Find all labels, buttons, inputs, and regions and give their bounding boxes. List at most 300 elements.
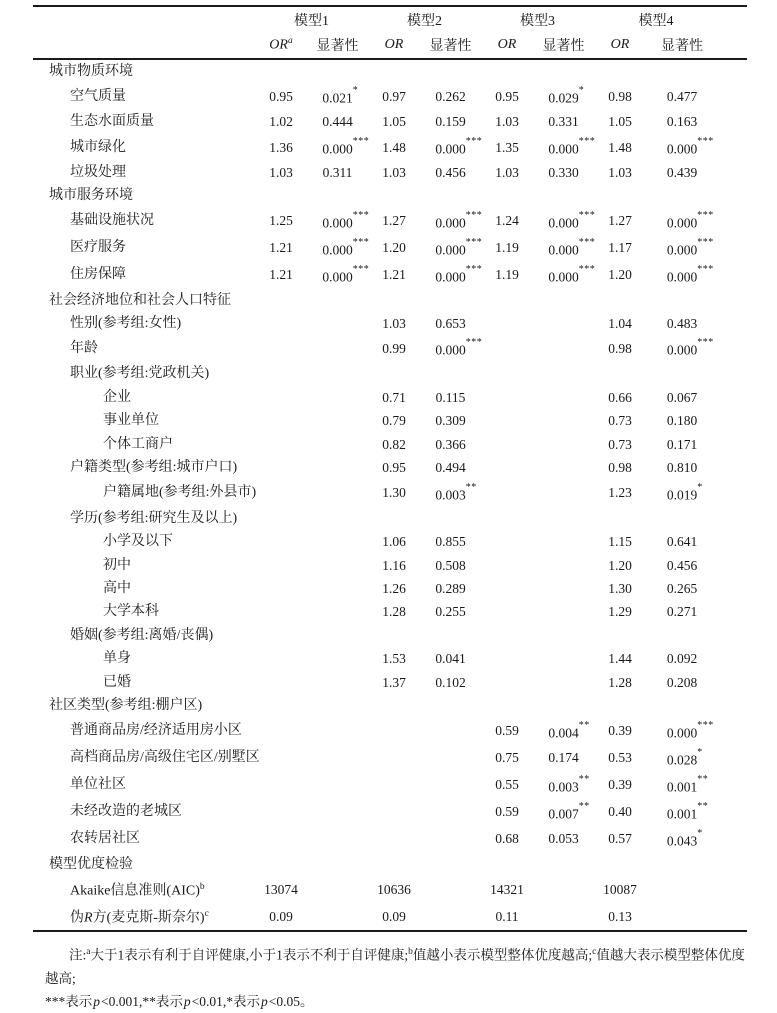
or-value: 1.48 bbox=[382, 139, 406, 155]
sig-value bbox=[646, 289, 718, 312]
or-value bbox=[594, 853, 646, 876]
or-value bbox=[368, 772, 420, 799]
sig-value bbox=[646, 362, 718, 385]
sig-value bbox=[420, 826, 481, 853]
sig-value: 0.000*** bbox=[322, 236, 370, 258]
sig-value: 0.003** bbox=[435, 481, 477, 503]
sig-value: 0.330 bbox=[548, 164, 579, 180]
or-value: 1.35 bbox=[495, 139, 519, 155]
spacer bbox=[718, 262, 747, 289]
or-value: 1.23 bbox=[608, 485, 632, 501]
spacer bbox=[718, 876, 747, 903]
sig-value: 0.000*** bbox=[435, 236, 483, 258]
row-label: 城市物质环境 bbox=[49, 64, 133, 79]
row-label: 小学及以下 bbox=[103, 534, 173, 550]
or-value bbox=[255, 853, 307, 876]
or-value: 10636 bbox=[377, 881, 411, 897]
sig-value: 0.171 bbox=[666, 436, 698, 452]
sig-value: 0.000*** bbox=[548, 263, 596, 285]
table-head bbox=[33, 6, 747, 59]
or-value bbox=[255, 362, 307, 385]
row-label: 性别(参考组:女性) bbox=[70, 316, 182, 332]
or-value: 1.02 bbox=[269, 114, 293, 130]
sig-value: 0.456 bbox=[435, 164, 466, 180]
row-label: 模型优度检验 bbox=[49, 856, 133, 872]
row-label: 初中 bbox=[103, 557, 131, 573]
table-row bbox=[33, 853, 747, 876]
table-body bbox=[33, 59, 747, 931]
or-value: 0.57 bbox=[608, 831, 632, 847]
sig-value bbox=[307, 671, 368, 694]
or-value: 0.98 bbox=[608, 89, 632, 105]
spacer bbox=[718, 110, 747, 133]
row-label: 户籍属地(参考组:外县市) bbox=[103, 485, 257, 501]
stub-head bbox=[33, 6, 255, 32]
or-value bbox=[368, 853, 420, 876]
sig-value bbox=[533, 409, 594, 432]
sig-value: 0.477 bbox=[666, 89, 698, 105]
sig-value bbox=[307, 312, 368, 335]
table-row bbox=[33, 507, 747, 530]
spacer bbox=[718, 83, 747, 110]
or-value: 1.27 bbox=[382, 213, 406, 229]
spacer bbox=[718, 671, 747, 694]
table-row bbox=[33, 235, 747, 262]
or-value bbox=[481, 600, 533, 623]
or-value bbox=[481, 624, 533, 647]
row-label: 农转居社区 bbox=[70, 831, 140, 847]
or-value: 0.71 bbox=[382, 389, 406, 405]
or-value: 1.21 bbox=[382, 267, 406, 283]
sig-value bbox=[307, 745, 368, 772]
or-value bbox=[368, 362, 420, 385]
sig-value bbox=[307, 718, 368, 745]
spacer bbox=[718, 32, 747, 59]
spacer bbox=[718, 134, 747, 161]
sig-value bbox=[420, 745, 481, 772]
or-value bbox=[481, 554, 533, 577]
or-value bbox=[368, 718, 420, 745]
or-value: 1.30 bbox=[382, 485, 406, 501]
sig-value bbox=[307, 507, 368, 530]
sig-value: 0.439 bbox=[666, 164, 698, 180]
or-value: 0.75 bbox=[495, 750, 519, 766]
sig-value bbox=[646, 59, 718, 83]
spacer bbox=[718, 647, 747, 670]
or-value bbox=[255, 694, 307, 717]
sig-value bbox=[533, 876, 594, 903]
or-value: 1.03 bbox=[269, 164, 293, 180]
sig-value: 0.102 bbox=[435, 674, 466, 690]
table-row bbox=[33, 289, 747, 312]
sig-value: 0.000*** bbox=[435, 135, 483, 157]
sig-value: 0.366 bbox=[435, 436, 466, 452]
or-value bbox=[481, 853, 533, 876]
or-value: 0.95 bbox=[495, 89, 519, 105]
table-row bbox=[33, 161, 747, 184]
sig-value bbox=[307, 826, 368, 853]
table-row bbox=[33, 362, 747, 385]
sig-value bbox=[533, 386, 594, 409]
spacer bbox=[718, 335, 747, 362]
sig-value bbox=[533, 184, 594, 207]
or-value bbox=[255, 335, 307, 362]
sig-value bbox=[533, 624, 594, 647]
or-value bbox=[481, 433, 533, 456]
spacer bbox=[718, 577, 747, 600]
row-label: 生态水面质量 bbox=[70, 114, 154, 130]
sig-value: 0.019* bbox=[666, 481, 703, 503]
or-column-head: OR bbox=[368, 32, 420, 59]
sig-value: 0.003** bbox=[548, 773, 590, 795]
or-value: 1.03 bbox=[495, 164, 519, 180]
or-value bbox=[481, 335, 533, 362]
stub-head bbox=[33, 32, 255, 59]
sig-value: 0.508 bbox=[435, 557, 466, 573]
spacer bbox=[718, 386, 747, 409]
sig-value: 0.000*** bbox=[666, 719, 714, 741]
sig-value bbox=[307, 903, 368, 931]
sig-value bbox=[646, 876, 718, 903]
sig-value bbox=[420, 289, 481, 312]
sig-value: 0.180 bbox=[666, 413, 698, 429]
or-value bbox=[368, 694, 420, 717]
or-value bbox=[255, 826, 307, 853]
sig-value bbox=[533, 312, 594, 335]
sig-value: 0.001** bbox=[666, 800, 709, 822]
or-value: 0.98 bbox=[608, 460, 632, 476]
or-value bbox=[255, 507, 307, 530]
table-row bbox=[33, 83, 747, 110]
sig-value: 0.041 bbox=[435, 651, 466, 667]
or-value: 0.40 bbox=[608, 804, 632, 820]
sig-value: 0.092 bbox=[666, 651, 698, 667]
table-row bbox=[33, 624, 747, 647]
or-value: 0.55 bbox=[495, 777, 519, 793]
row-label: 户籍类型(参考组:城市户口) bbox=[70, 460, 238, 476]
sig-value: 0.444 bbox=[322, 114, 353, 130]
model-head: 模型3 bbox=[520, 13, 555, 29]
table-row bbox=[33, 59, 747, 83]
sig-value bbox=[420, 876, 481, 903]
sig-value bbox=[646, 853, 718, 876]
or-value bbox=[255, 480, 307, 507]
table-row bbox=[33, 184, 747, 207]
spacer bbox=[718, 456, 747, 479]
sig-value bbox=[533, 647, 594, 670]
spacer bbox=[718, 208, 747, 235]
sig-value: 0.000*** bbox=[666, 236, 714, 258]
row-label: 婚姻(参考组:离婚/丧偶) bbox=[70, 627, 214, 643]
or-value bbox=[481, 184, 533, 207]
or-value: 0.09 bbox=[382, 908, 406, 924]
or-value: 1.44 bbox=[608, 651, 632, 667]
table-row bbox=[33, 208, 747, 235]
or-value: 1.20 bbox=[382, 240, 406, 256]
sig-value bbox=[533, 362, 594, 385]
sig-value bbox=[307, 554, 368, 577]
sig-value bbox=[307, 184, 368, 207]
sig-value bbox=[307, 289, 368, 312]
or-value: 1.53 bbox=[382, 651, 406, 667]
row-label: 已婚 bbox=[103, 674, 131, 690]
table-row bbox=[33, 799, 747, 826]
or-value bbox=[255, 386, 307, 409]
or-value: 0.95 bbox=[382, 460, 406, 476]
or-value bbox=[594, 184, 646, 207]
or-value bbox=[368, 624, 420, 647]
sig-value: 0.494 bbox=[435, 460, 466, 476]
sig-value: 0.653 bbox=[435, 316, 466, 332]
spacer bbox=[718, 826, 747, 853]
or-value: 1.05 bbox=[608, 114, 632, 130]
sig-value: 0.456 bbox=[666, 557, 698, 573]
spacer bbox=[718, 362, 747, 385]
row-label: 城市服务环境 bbox=[49, 188, 133, 204]
table-row bbox=[33, 903, 747, 931]
sig-value: 0.309 bbox=[435, 413, 466, 429]
row-label: 学历(参考组:研究生及以上) bbox=[70, 510, 238, 526]
sig-value: 0.029* bbox=[548, 85, 585, 106]
or-value: 1.25 bbox=[269, 213, 293, 229]
sig-column-head: 显著性 bbox=[307, 32, 368, 59]
or-value: 1.30 bbox=[608, 581, 632, 597]
or-value bbox=[255, 184, 307, 207]
sig-value: 0.262 bbox=[435, 89, 466, 105]
sig-value: 0.311 bbox=[322, 164, 353, 180]
sig-value bbox=[533, 335, 594, 362]
spacer bbox=[718, 507, 747, 530]
or-value bbox=[255, 671, 307, 694]
or-value: 1.03 bbox=[495, 114, 519, 130]
table-row bbox=[33, 671, 747, 694]
sig-value bbox=[646, 507, 718, 530]
or-value bbox=[255, 433, 307, 456]
spacer bbox=[718, 409, 747, 432]
sig-value: 0.641 bbox=[666, 534, 698, 550]
or-value: 0.53 bbox=[608, 750, 632, 766]
or-value bbox=[368, 826, 420, 853]
or-value: 0.99 bbox=[382, 341, 406, 357]
or-value bbox=[255, 312, 307, 335]
sig-value: 0.000*** bbox=[666, 135, 714, 157]
sig-value bbox=[420, 184, 481, 207]
or-value bbox=[255, 772, 307, 799]
sig-column-head: 显著性 bbox=[646, 32, 718, 59]
sig-value bbox=[420, 853, 481, 876]
or-value: 1.03 bbox=[382, 316, 406, 332]
row-label: 单身 bbox=[103, 651, 131, 667]
or-value: 1.20 bbox=[608, 557, 632, 573]
row-label: 企业 bbox=[103, 389, 131, 405]
or-value: 0.39 bbox=[608, 777, 632, 793]
sig-value: 0.043* bbox=[666, 827, 703, 849]
spacer bbox=[718, 480, 747, 507]
row-label: 住房保障 bbox=[70, 267, 126, 283]
or-value bbox=[255, 530, 307, 553]
table-row bbox=[33, 600, 747, 623]
sig-value: 0.028* bbox=[666, 746, 703, 768]
sig-value: 0.000*** bbox=[435, 263, 483, 285]
or-value bbox=[481, 409, 533, 432]
or-value: 1.19 bbox=[495, 267, 519, 283]
table-row bbox=[33, 876, 747, 903]
row-label: 社会经济地位和社会人口特征 bbox=[49, 292, 231, 308]
or-value bbox=[368, 289, 420, 312]
sig-value: 0.001** bbox=[666, 773, 709, 795]
or-value: 1.28 bbox=[608, 674, 632, 690]
sig-value bbox=[533, 853, 594, 876]
sig-value: 0.000*** bbox=[666, 263, 714, 285]
row-label: 高档商品房/高级住宅区/别墅区 bbox=[70, 750, 260, 766]
sig-value bbox=[307, 409, 368, 432]
sig-value: 0.483 bbox=[666, 316, 698, 332]
or-value bbox=[255, 409, 307, 432]
sig-value bbox=[307, 456, 368, 479]
sig-value bbox=[646, 184, 718, 207]
spacer bbox=[718, 718, 747, 745]
sig-value: 0.159 bbox=[435, 114, 466, 130]
or-value: 1.05 bbox=[382, 114, 406, 130]
sig-value bbox=[420, 799, 481, 826]
or-value: 0.73 bbox=[608, 436, 632, 452]
sig-value: 0.000*** bbox=[548, 236, 596, 258]
spacer bbox=[718, 772, 747, 799]
spacer bbox=[718, 600, 747, 623]
row-label: 伪R方(麦克斯-斯奈尔)$^c$ bbox=[70, 909, 209, 926]
sig-value: 0.000*** bbox=[435, 337, 483, 358]
spacer bbox=[718, 161, 747, 184]
or-value bbox=[594, 362, 646, 385]
or-value bbox=[481, 456, 533, 479]
sig-value: 0.000*** bbox=[435, 209, 483, 231]
sig-value bbox=[307, 433, 368, 456]
note-line-2: ***表示p<0.001,**表示p<0.01,*表示p<0.05。 bbox=[45, 993, 314, 1009]
row-label: 事业单位 bbox=[103, 413, 159, 429]
or-value: 0.79 bbox=[382, 413, 406, 429]
row-label: Akaike信息准则(AIC)$^b$ bbox=[70, 881, 205, 899]
sig-column-head: 显著性 bbox=[533, 32, 594, 59]
or-value bbox=[255, 647, 307, 670]
or-value: 1.20 bbox=[608, 267, 632, 283]
table-row bbox=[33, 262, 747, 289]
table-row bbox=[33, 409, 747, 432]
sig-value bbox=[307, 480, 368, 507]
spacer bbox=[718, 799, 747, 826]
table-row bbox=[33, 312, 747, 335]
or-value bbox=[255, 624, 307, 647]
sig-value: 0.067 bbox=[666, 389, 698, 405]
regression-table bbox=[33, 5, 747, 932]
sig-value bbox=[533, 577, 594, 600]
sig-value bbox=[420, 59, 481, 83]
sig-value: 0.000*** bbox=[666, 209, 714, 231]
sig-value bbox=[307, 530, 368, 553]
or-value bbox=[481, 647, 533, 670]
sig-value: 0.115 bbox=[435, 389, 466, 405]
or-value: 0.73 bbox=[608, 413, 632, 429]
table-row bbox=[33, 577, 747, 600]
table-row bbox=[33, 530, 747, 553]
sig-value: 0.289 bbox=[435, 581, 466, 597]
spacer bbox=[718, 6, 747, 32]
sig-value bbox=[307, 386, 368, 409]
sig-value bbox=[533, 530, 594, 553]
row-label: 未经改造的老城区 bbox=[70, 804, 182, 820]
spacer bbox=[718, 289, 747, 312]
sig-value bbox=[646, 694, 718, 717]
table-row bbox=[33, 456, 747, 479]
sig-value: 0.810 bbox=[666, 460, 698, 476]
or-value: 0.82 bbox=[382, 436, 406, 452]
sig-value bbox=[420, 772, 481, 799]
or-value: 13074 bbox=[264, 881, 298, 897]
or-value bbox=[255, 456, 307, 479]
or-value: 1.03 bbox=[382, 164, 406, 180]
sig-value: 0.000*** bbox=[322, 209, 370, 231]
or-value: 1.04 bbox=[608, 316, 632, 332]
spacer bbox=[718, 554, 747, 577]
or-value: 0.09 bbox=[269, 908, 293, 924]
sig-value bbox=[307, 59, 368, 83]
or-value bbox=[481, 671, 533, 694]
sig-value bbox=[533, 480, 594, 507]
table-row bbox=[33, 433, 747, 456]
sig-value bbox=[307, 335, 368, 362]
sig-value bbox=[307, 694, 368, 717]
sig-value bbox=[420, 903, 481, 931]
sig-value bbox=[533, 554, 594, 577]
or-column-head: $OR^a$ bbox=[255, 32, 307, 59]
model-head: 模型4 bbox=[638, 13, 674, 29]
or-value: 0.59 bbox=[495, 804, 519, 820]
row-label: 医疗服务 bbox=[70, 240, 126, 256]
sig-value: 0.000*** bbox=[666, 337, 714, 358]
sig-value bbox=[307, 876, 368, 903]
row-label: 高中 bbox=[103, 581, 131, 597]
sig-value bbox=[646, 903, 718, 931]
or-value bbox=[481, 289, 533, 312]
sig-value bbox=[307, 799, 368, 826]
sig-value: 0.000*** bbox=[548, 209, 596, 231]
row-label: 垃圾处理 bbox=[70, 164, 126, 180]
or-column-head: OR bbox=[481, 32, 533, 59]
table-row bbox=[33, 386, 747, 409]
or-value bbox=[368, 184, 420, 207]
sig-value bbox=[533, 289, 594, 312]
sig-value bbox=[533, 507, 594, 530]
or-value: 1.48 bbox=[608, 139, 632, 155]
sig-value bbox=[307, 577, 368, 600]
or-value: 1.03 bbox=[608, 164, 632, 180]
note-line-1: 注:$^a$大于1表示有利于自评健康,小于1表示不利于自评健康;$^b$值越小表示模型整体优度越高;$^c$值越大表示模型整体优度越高; bbox=[45, 947, 745, 986]
sig-value bbox=[533, 671, 594, 694]
or-value: 0.97 bbox=[382, 89, 406, 105]
or-value: 10087 bbox=[603, 881, 637, 897]
or-value: 0.95 bbox=[269, 89, 293, 105]
sig-value: 0.004** bbox=[548, 719, 590, 741]
model-head: 模型1 bbox=[294, 13, 329, 29]
or-value: 14321 bbox=[490, 881, 524, 897]
or-value: 1.29 bbox=[608, 604, 632, 620]
spacer bbox=[718, 903, 747, 931]
sig-column-head: 显著性 bbox=[420, 32, 481, 59]
or-value: 0.39 bbox=[608, 723, 632, 739]
row-label: 城市绿化 bbox=[70, 139, 126, 155]
or-value: 1.36 bbox=[269, 139, 293, 155]
sig-value: 0.331 bbox=[548, 114, 579, 130]
or-value bbox=[255, 577, 307, 600]
